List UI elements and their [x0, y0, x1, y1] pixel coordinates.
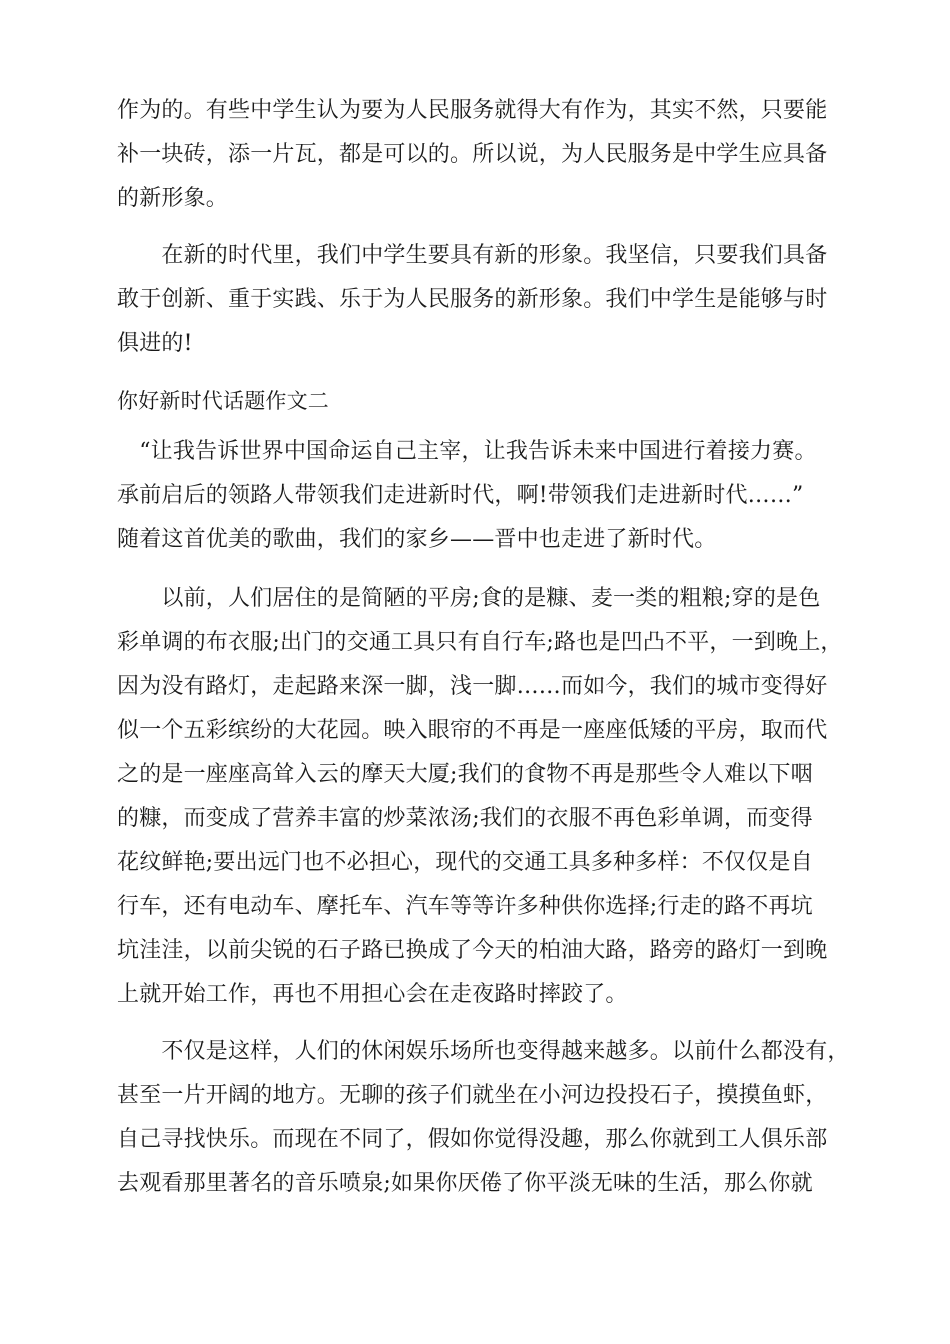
- paragraph-4-line-6: 的糠，而变成了营养丰富的炒菜浓汤;我们的衣服不再色彩单调，而变得: [117, 806, 813, 831]
- paragraph-5-line-4: 去观看那里著名的音乐喷泉;如果你厌倦了你平淡无味的生活，那么你就: [117, 1171, 813, 1196]
- paragraph-4-line-1: 以前，人们居住的是简陋的平房;食的是糠、麦一类的粗粮;穿的是色: [117, 586, 821, 611]
- paragraph-4-line-3: 因为没有路灯，走起路来深一脚，浅一脚……而如今，我们的城市变得好: [117, 674, 828, 699]
- paragraph-3-line-2: 承前启后的领路人带领我们走进新时代，啊!带领我们走进新时代……”: [117, 483, 804, 508]
- paragraph-4-line-4: 似一个五彩缤纷的大花园。映入眼帘的不再是一座座低矮的平房，取而代: [117, 718, 828, 743]
- paragraph-4-line-2: 彩单调的布衣服;出门的交通工具只有自行车;路也是凹凸不平，一到晚上，: [117, 630, 843, 655]
- paragraph-1-line-1: 作为的。有些中学生认为要为人民服务就得大有作为，其实不然，只要能: [117, 98, 828, 123]
- paragraph-5-line-1: 不仅是这样，人们的休闲娱乐场所也变得越来越多。以前什么都没有，: [117, 1039, 850, 1064]
- paragraph-2-line-3: 俱进的!: [117, 331, 193, 356]
- paragraph-4-line-9: 坑洼洼，以前尖锐的石子路已换成了今天的柏油大路，路旁的路灯一到晚: [117, 938, 828, 963]
- paragraph-5-line-2: 甚至一片开阔的地方。无聊的孩子们就坐在小河边投投石子，摸摸鱼虾，: [117, 1083, 828, 1108]
- paragraph-2-line-2: 敢于创新、重于实践、乐于为人民服务的新形象。我们中学生是能够与时: [117, 287, 828, 312]
- paragraph-5-line-3: 自己寻找快乐。而现在不同了，假如你觉得没趣，那么你就到工人俱乐部: [117, 1127, 828, 1152]
- paragraph-4-line-5: 之的是一座座高耸入云的摩天大厦;我们的食物不再是那些令人难以下咽: [117, 762, 813, 787]
- paragraph-4-line-7: 花纹鲜艳;要出远门也不必担心，现代的交通工具多种多样：不仅仅是自: [117, 850, 813, 875]
- section-heading: 你好新时代话题作文二: [117, 389, 329, 413]
- paragraph-4-line-8: 行车，还有电动车、摩托车、汽车等等许多种供你选择;行走的路不再坑: [117, 894, 813, 919]
- paragraph-2-line-1: 在新的时代里，我们中学生要具有新的形象。我坚信，只要我们具备: [117, 243, 828, 268]
- paragraph-3-line-3: 随着这首优美的歌曲，我们的家乡——晋中也走进了新时代。: [117, 527, 717, 552]
- paragraph-3-line-1: “让我告诉世界中国命运自己主宰，让我告诉未来中国进行着接力赛。: [117, 439, 817, 464]
- paragraph-4-line-10: 上就开始工作，再也不用担心会在走夜路时摔跤了。: [117, 982, 628, 1007]
- paragraph-1-line-2: 补一块砖，添一片瓦，都是可以的。所以说，为人民服务是中学生应具备: [117, 142, 828, 167]
- paragraph-1-line-3: 的新形象。: [117, 186, 229, 211]
